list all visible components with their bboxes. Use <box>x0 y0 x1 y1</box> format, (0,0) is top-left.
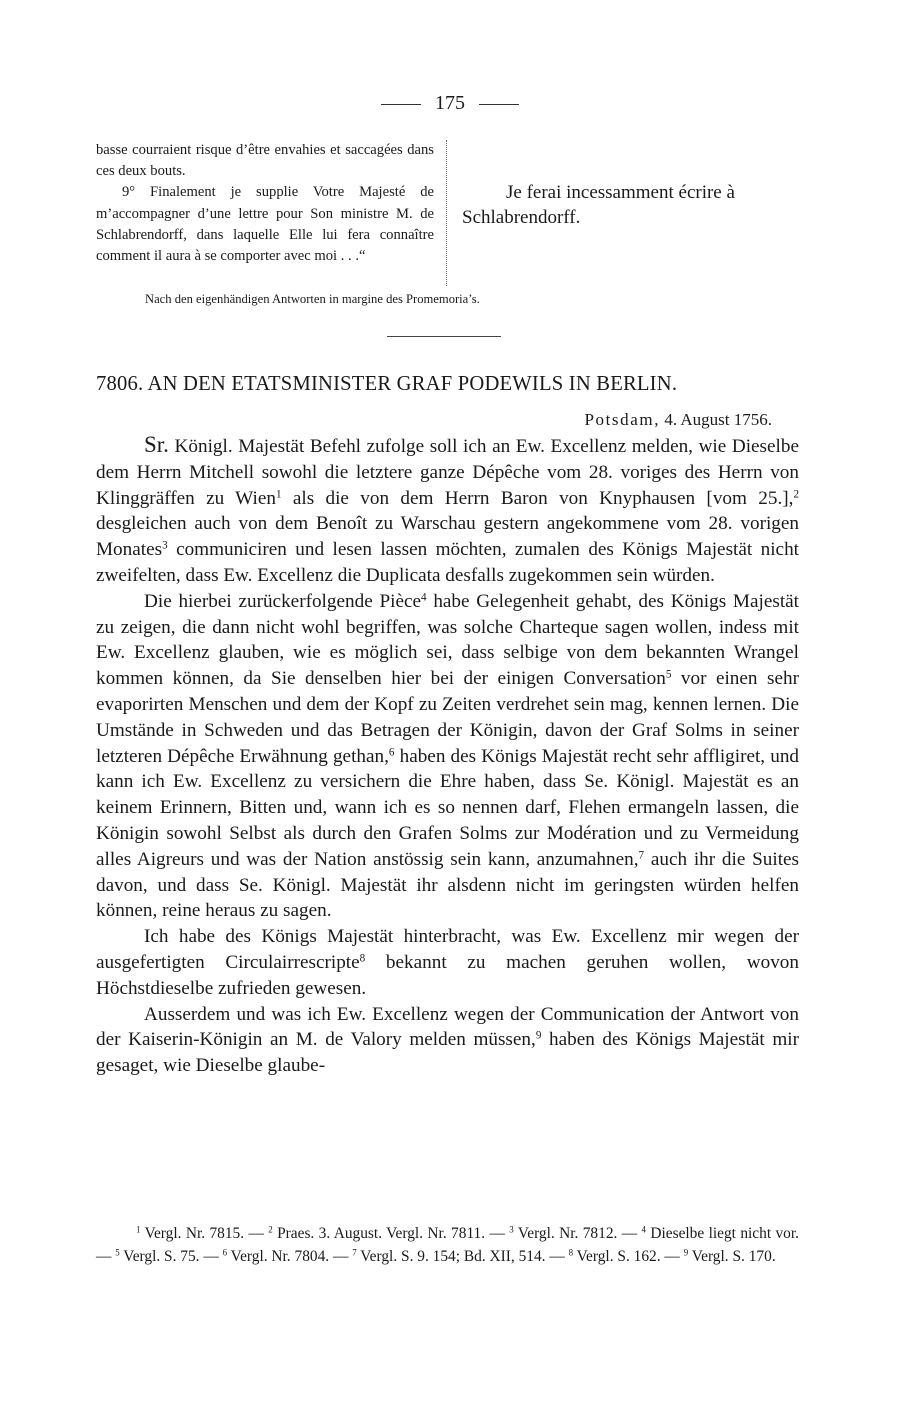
footnote-text: Vergl. S. 75. — <box>119 1248 223 1266</box>
footnote-ref: 3 <box>162 539 168 552</box>
promemoria-paragraph: basse courraient risque d’être envahies et saccagées dans ces deux bouts. <box>96 142 434 180</box>
body-text-run: haben des Königs Majestät mir gesaget, wie Dieselbe glaube- <box>96 1029 799 1077</box>
footnote-text: Vergl. Nr. 7812. — <box>513 1225 642 1242</box>
footnote-ref: 4 <box>421 591 427 604</box>
footnote-ref: 2 <box>793 487 799 500</box>
footnote-ref: 5 <box>665 668 672 681</box>
footnote-text: Vergl. S. 162. — <box>573 1248 684 1266</box>
footnote-text: Vergl. S. 9. 154; Bd. XII, 514. — <box>356 1248 569 1266</box>
footnote-number: 9 <box>683 1248 689 1259</box>
footnote-ref: 6 <box>388 745 395 758</box>
document-heading: 7806. AN DEN ETATSMINISTER GRAF PODEWILS IN BERLIN. <box>96 373 678 395</box>
footnote-number: 6 <box>222 1248 228 1259</box>
body-paragraph <box>96 432 799 589</box>
body-text-run: auch ihr die Suites davon, und dass Se. Königl. Majestät ihr alsdenn nicht im geringsten würden helfen können, reine heraus zu sagen. <box>96 848 800 922</box>
body-text-run: Ausserdem und was ich Ew. Excellenz wegen der Communication der Antwort von der Kaiserin-Königin an M. de Valory melden müssen, <box>96 1003 799 1051</box>
body-text-run: vor einen sehr evaporirten Menschen und dem der Kopf zu Zeiten verdrehet sein mag, kennen lernen. Die Umstände in Schweden und das Betragen der Königin, davon der Graf Solms in seiner letzteren Dépêche Erwähnung gethan, <box>96 668 799 767</box>
body-paragraph <box>96 589 799 924</box>
marginal-answer: Je ferai incessamment écrire à Schlabrendorff. <box>462 182 735 228</box>
footnote-ref: 1 <box>275 487 282 500</box>
section-separator <box>387 336 501 337</box>
footnote-number: 2 <box>268 1224 273 1235</box>
footnotes <box>96 1222 799 1269</box>
place-date-line <box>96 410 772 430</box>
place: Potsdam, <box>584 410 661 429</box>
body-text-run: Königl. Majestät Befehl zufolge soll ich an Ew. Excellenz melden, wie Dieselbe dem Herrn Mitchell sowohl die letztere ganze Dépêche vom 28. voriges des Herrn von Klinggräffen zu Wien <box>96 436 799 509</box>
source-note: Nach den eigenhändigen Antworten in margine des Promemoria’s. <box>145 292 480 306</box>
footnote-text: Dieselbe liegt nicht vor. — <box>96 1225 799 1266</box>
column-divider <box>446 140 447 286</box>
body-text-run: als die von dem Herrn Baron von Knyphausen [vom 25.], <box>281 487 794 509</box>
body-paragraph <box>96 1002 799 1079</box>
footnote-number: 3 <box>509 1224 514 1235</box>
body-text-run: haben des Königs Majestät recht sehr affligiret, und kann ich Ew. Excellenz zu versichern die Ehre haben, dass Se. Königl. Majestät es an keinem Erinnern, Bitten und, wann ich es so nennen darf, Flehen ermangeln lassen, die Königin sowohl Selbst als durch den Grafen Solms zur Modération und zu Vermeidung alles Aigreurs und was der Nation anstössig sein kann, anzumahnen, <box>96 745 800 870</box>
date: 4. August 1756. <box>664 410 772 429</box>
footnote-number: 8 <box>568 1248 574 1259</box>
body-text-run: communiciren und lesen lassen möchten, zumalen des Königs Majestät nicht zweifelten, dass Ew. Excellenz die Duplicata desfalls zugekommen sein würden. <box>96 539 799 586</box>
header-dash-left <box>381 104 421 105</box>
footnote-text: Vergl. S. 170. <box>688 1248 776 1266</box>
page-number-header <box>0 92 900 115</box>
letter-body <box>96 432 799 1079</box>
footnote-ref: 9 <box>535 1029 542 1042</box>
body-text-run: Ich habe des Königs Majestät hinterbracht, was Ew. Excellenz mir wegen der ausgefertigten Circulairrescripte <box>96 926 799 973</box>
initial-word: Sr. <box>144 432 169 457</box>
page-number: 175 <box>435 92 465 114</box>
header-dash-right <box>479 104 519 105</box>
promemoria-paragraph: 9° Finalement je supplie Votre Majesté de m’accompagner d’une lettre pour Son ministre M. de Schlabrendorff, dans laquelle Elle lui fera connaître comment il aura à se comporter avec moi . . .“ <box>96 184 434 265</box>
footnote-text: Praes. 3. August. Vergl. Nr. 7811. — <box>272 1225 510 1242</box>
footnote-ref: 7 <box>638 849 645 862</box>
body-text-run: desgleichen auch von dem Benoît zu Warschau gestern angekommene vom 28. vorigen Monates <box>96 513 799 561</box>
body-text-run: habe Gelegenheit gehabt, des Königs Majestät zu zeigen, die dann nicht wohl begriffen, was solche Charteque sagen wollen, indess mit Ew. Excellenz glauben, wie es möglich sei, dass selbige von dem bekannten Wrangel kommen können, da Sie denselben hier bei der einigen Conversation <box>96 590 799 690</box>
body-text-run: Die hierbei zurückerfolgende Pièce <box>144 590 422 612</box>
footnote-text: Vergl. Nr. 7815. — <box>140 1225 269 1242</box>
footnote-number: 4 <box>641 1224 646 1235</box>
footnote-ref: 8 <box>359 952 366 965</box>
body-paragraph <box>96 924 799 1001</box>
body-text-run: bekannt zu machen geruhen wollen, wovon Höchstdieselbe zufrieden gewesen. <box>96 951 799 999</box>
footnote-number: 7 <box>352 1248 357 1259</box>
promemoria-text-column <box>96 140 434 267</box>
marginal-answer-column <box>462 180 802 230</box>
footnote-number: 1 <box>136 1224 141 1235</box>
footnote-number: 5 <box>115 1248 120 1259</box>
footnote-text: Vergl. Nr. 7804. — <box>227 1248 353 1266</box>
